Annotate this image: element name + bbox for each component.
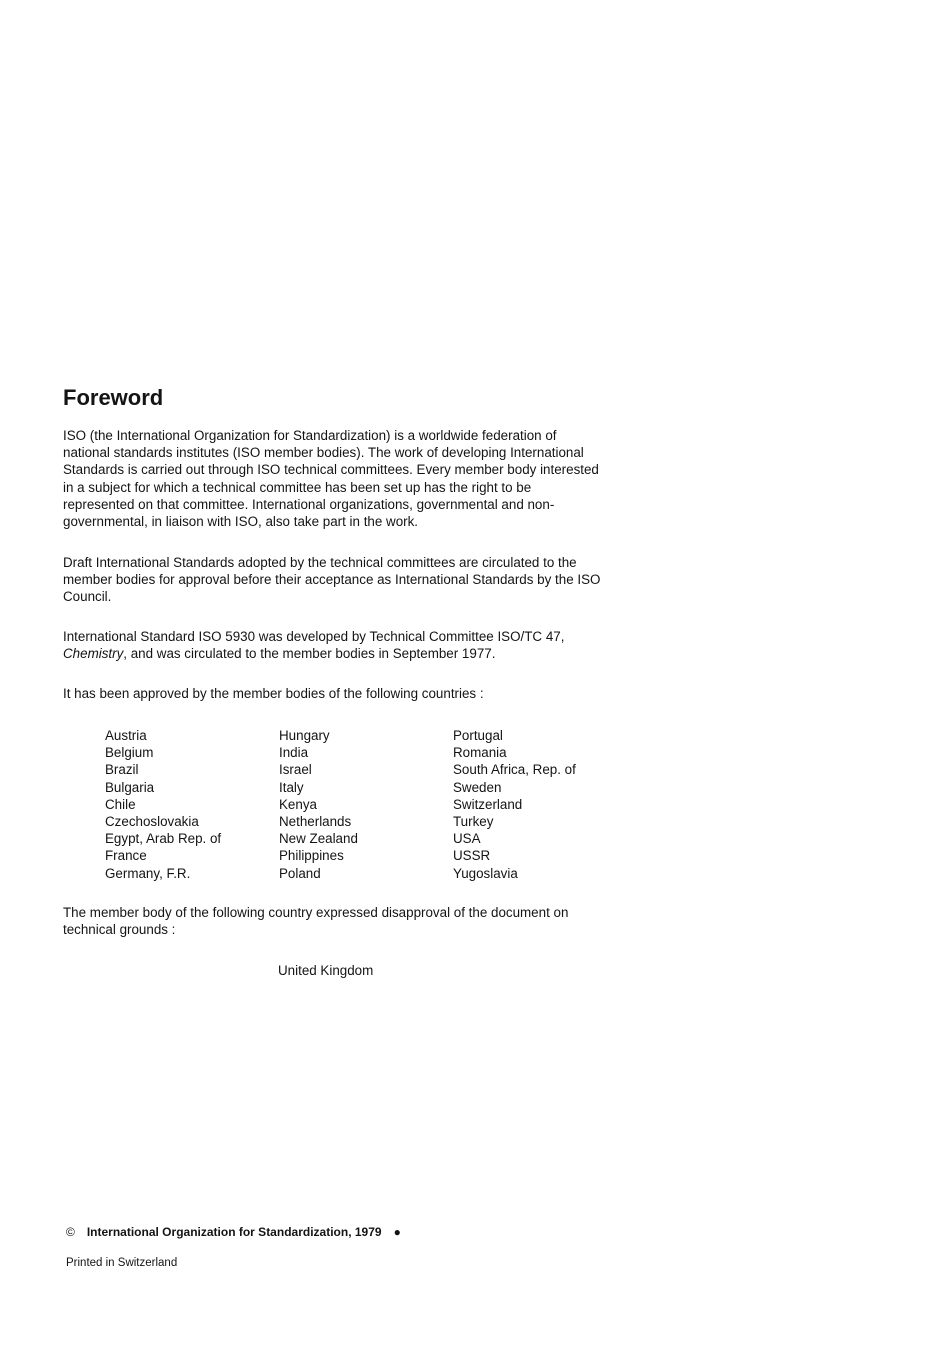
disapproval-intro: The member body of the following country expressed disapproval of the document on technical grounds : xyxy=(63,905,569,938)
bullet-icon: ● xyxy=(393,1225,401,1239)
countries-column-3 xyxy=(453,727,576,882)
country-item: Philippines xyxy=(279,848,344,864)
country-item: Kenya xyxy=(279,796,317,812)
country-item: USSR xyxy=(453,848,491,864)
country-item: New Zealand xyxy=(279,831,358,847)
paragraph-3-tail: , and was circulated to the member bodies in September 1977. xyxy=(123,646,496,662)
copyright-text: International Organization for Standardization, 1979 xyxy=(86,1225,382,1239)
country-item: Austria xyxy=(105,728,147,743)
country-item: Sweden xyxy=(453,779,502,795)
committee-name: Chemistry xyxy=(63,646,124,662)
approving-countries-list xyxy=(105,727,625,887)
foreword-paragraph-2: Draft International Standards adopted by the technical committees are circulated to the member bodies for approval before their acceptance as International Standards by the ISO Council. xyxy=(63,555,601,605)
foreword-paragraph-1: ISO (the International Organization for Standardization) is a worldwide federation of national standards institutes (ISO member bodies). The work of developing International Standards is carried out through ISO technical committees. Every member body interested in a subject for which a technical committee has been set up has the right to be represented on that committee. International organizations, governmental and non-governmental, in liaison with ISO, also take part in the work. xyxy=(63,428,599,530)
country-item: Yugoslavia xyxy=(453,865,518,881)
country-item: Netherlands xyxy=(279,814,352,830)
country-item: Germany, F.R. xyxy=(105,865,191,881)
paragraph-3-lead: International Standard ISO 5930 was developed by Technical Committee ISO/TC 47, xyxy=(63,629,565,644)
country-item: Poland xyxy=(279,865,321,881)
country-item: South Africa, Rep. of xyxy=(453,762,576,778)
country-item: France xyxy=(105,848,147,864)
country-item: Romania xyxy=(453,745,507,761)
country-item: India xyxy=(279,745,309,761)
country-item: Czechoslovakia xyxy=(105,814,199,830)
approval-intro: It has been approved by the member bodies of the following countries : xyxy=(63,686,484,701)
disapproving-country: United Kingdom xyxy=(278,963,374,978)
country-item: Brazil xyxy=(105,762,139,778)
country-item: Belgium xyxy=(105,745,154,761)
country-item: USA xyxy=(453,831,481,847)
country-item: Hungary xyxy=(279,728,330,743)
countries-column-2 xyxy=(279,727,358,882)
copyright-icon: © xyxy=(66,1225,75,1239)
country-item: Turkey xyxy=(453,814,494,830)
country-item: Portugal xyxy=(453,728,503,743)
countries-column-1 xyxy=(105,727,221,882)
country-item: Chile xyxy=(105,796,136,812)
country-item: Italy xyxy=(279,779,304,795)
country-item: Bulgaria xyxy=(105,779,155,795)
country-item: Israel xyxy=(279,762,312,778)
copyright-line xyxy=(66,1224,401,1240)
foreword-heading: Foreword xyxy=(63,385,164,410)
country-item: Egypt, Arab Rep. of xyxy=(105,831,222,847)
foreword-paragraph-3 xyxy=(63,628,603,662)
country-item: Switzerland xyxy=(453,796,523,812)
printed-in-note: Printed in Switzerland xyxy=(66,1257,178,1269)
